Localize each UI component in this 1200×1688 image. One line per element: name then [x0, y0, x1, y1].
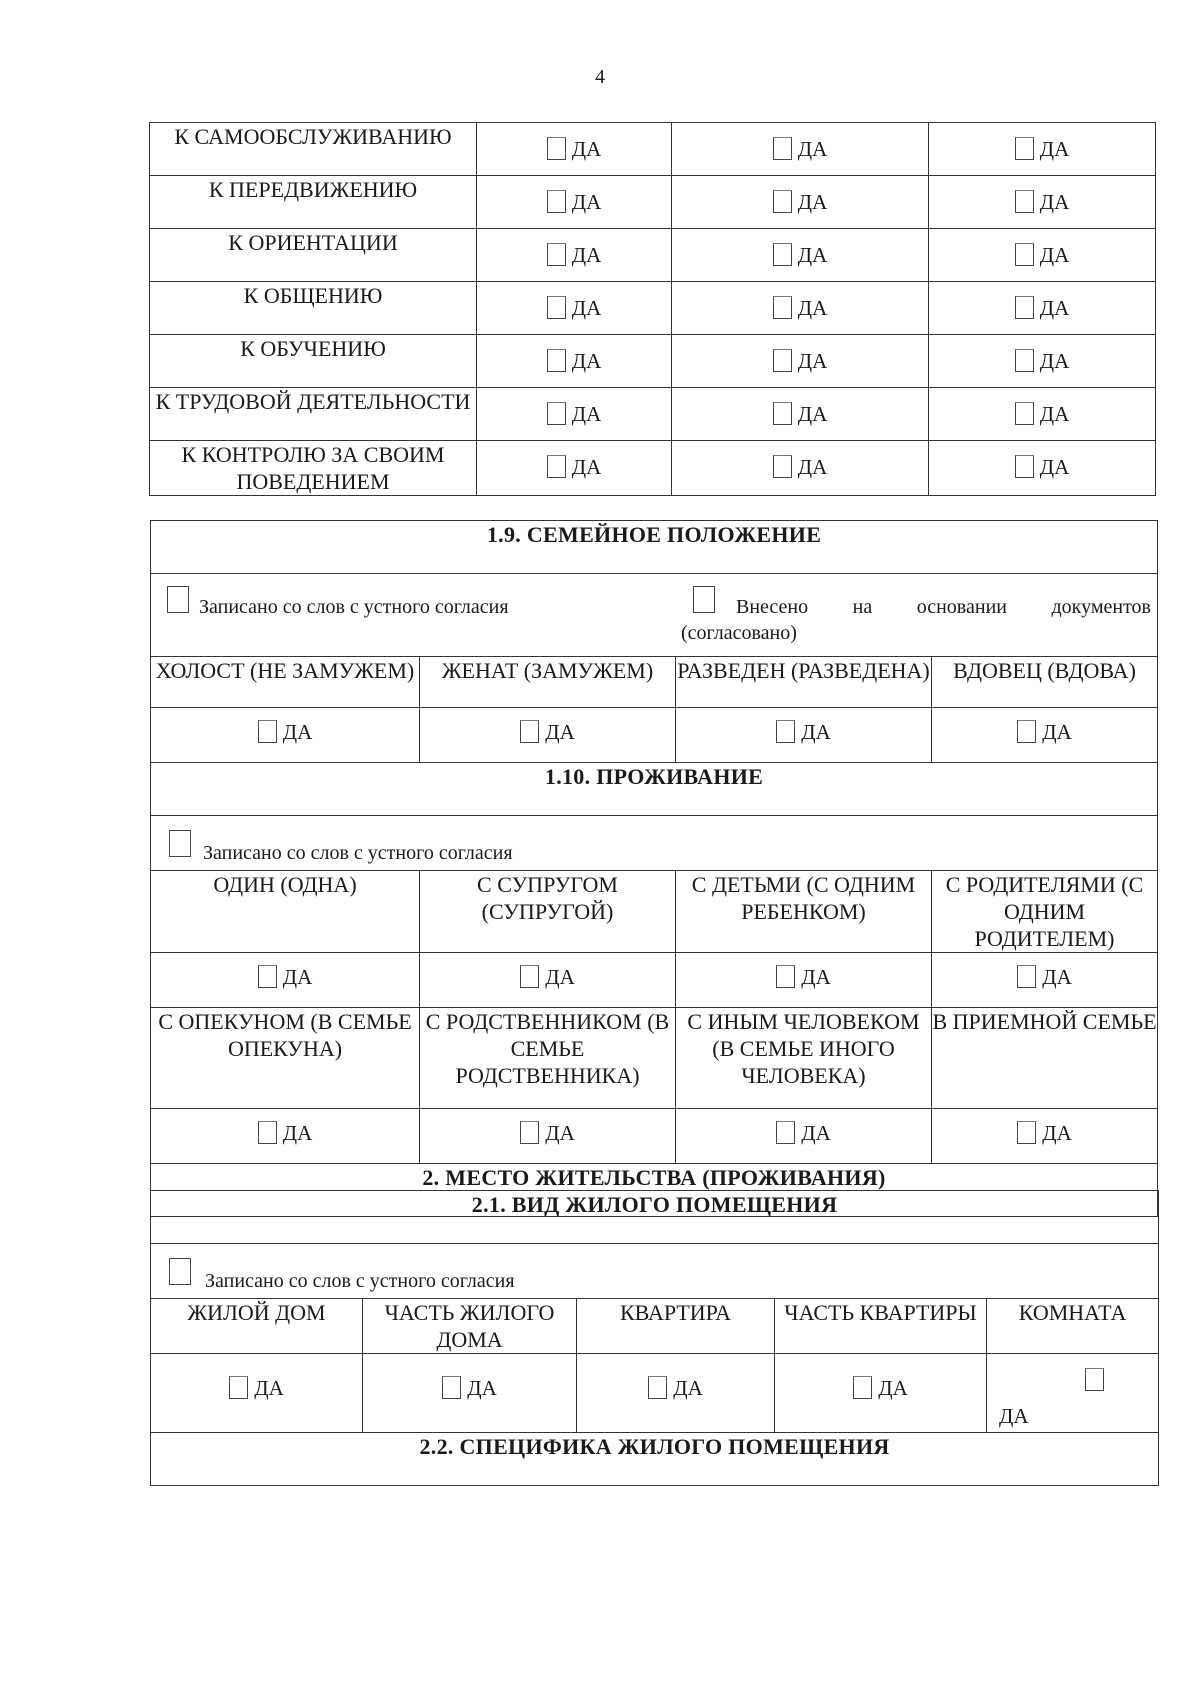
living-2-option-1-cell — [420, 1109, 676, 1164]
living-2-option-2-checkbox[interactable] — [776, 1121, 795, 1144]
section-living-title: 1.10. ПРОЖИВАНИЕ — [151, 763, 1158, 816]
ability-3-col-1-checkbox[interactable] — [773, 296, 792, 319]
ability-1-col-0-checkbox[interactable] — [547, 190, 566, 213]
ability-6-col-0-wrap — [477, 441, 671, 478]
ability-4-col-2-label: ДА — [1039, 349, 1070, 373]
family-option-3-cell — [932, 708, 1158, 763]
ability-label: К САМООБСЛУЖИВАНИЮ — [150, 123, 477, 176]
ability-3-col-1-cell — [672, 282, 929, 335]
page-number: 4 — [595, 66, 605, 88]
section-family-title: 1.9. СЕМЕЙНОЕ ПОЛОЖЕНИЕ — [151, 521, 1158, 574]
ability-4-col-0-label: ДА — [571, 349, 602, 373]
ability-0-col-0-label: ДА — [571, 137, 602, 161]
housing-option-label: КОМНАТА — [987, 1299, 1159, 1354]
ability-0-col-2-label: ДА — [1039, 137, 1070, 161]
ability-3-col-0-checkbox[interactable] — [547, 296, 566, 319]
ability-0-col-1-wrap — [672, 123, 928, 160]
ability-0-col-2-cell — [929, 123, 1156, 176]
living-option-label: ОДИН (ОДНА) — [151, 871, 420, 953]
living-1-option-2-label: ДА — [801, 965, 831, 989]
living-2-option-0-label: ДА — [282, 1121, 313, 1145]
living-1-option-2-wrap — [676, 953, 931, 988]
ability-5-col-2-label: ДА — [1039, 402, 1070, 426]
ability-3-col-1-wrap — [672, 282, 928, 319]
family-option-1-checkbox[interactable] — [520, 720, 539, 743]
ability-0-col-0-cell — [477, 123, 672, 176]
ability-2-col-2-wrap — [929, 229, 1155, 266]
ability-row — [150, 123, 1156, 176]
housing-option-label: КВАРТИРА — [577, 1299, 775, 1354]
living-2-option-1-wrap — [420, 1109, 675, 1144]
ability-label: К КОНТРОЛЮ ЗА СВОИМ ПОВЕДЕНИЕМ — [150, 441, 477, 496]
living-1-option-1-wrap — [420, 953, 675, 988]
ability-3-col-2-wrap — [929, 282, 1155, 319]
family-option-1-cell — [420, 708, 676, 763]
ability-5-col-1-checkbox[interactable] — [773, 402, 792, 425]
ability-5-col-2-cell — [929, 388, 1156, 441]
living-1-option-2-cell — [676, 953, 932, 1008]
housing-option-4-checkbox[interactable] — [1085, 1368, 1104, 1391]
ability-row — [150, 282, 1156, 335]
housing-option-3-cell — [775, 1354, 987, 1433]
recorded-verbally-checkbox[interactable] — [167, 586, 189, 613]
housing-option-2-checkbox[interactable] — [648, 1376, 667, 1399]
living-2-option-0-checkbox[interactable] — [258, 1121, 277, 1144]
ability-1-col-1-checkbox[interactable] — [773, 190, 792, 213]
ability-6-col-2-wrap — [929, 441, 1155, 478]
ability-6-col-0-label: ДА — [571, 455, 602, 479]
family-option-0-checkbox[interactable] — [258, 720, 277, 743]
housing-option-0-wrap — [151, 1354, 362, 1399]
family-option-0-cell — [151, 708, 420, 763]
ability-0-col-0-wrap — [477, 123, 671, 160]
ability-2-col-2-checkbox[interactable] — [1015, 243, 1034, 266]
living-2-option-3-label: ДА — [1042, 1121, 1072, 1145]
ability-1-col-2-checkbox[interactable] — [1015, 190, 1034, 213]
ability-4-col-0-wrap — [477, 335, 671, 372]
housing-option-label: ЖИЛОЙ ДОМ — [151, 1299, 363, 1354]
living-2-option-1-checkbox[interactable] — [520, 1121, 539, 1144]
housing-option-1-checkbox[interactable] — [442, 1376, 461, 1399]
living-1-option-0-label: ДА — [282, 965, 313, 989]
ability-6-col-2-cell — [929, 441, 1156, 496]
living-1-option-0-wrap — [151, 953, 419, 988]
ability-1-col-2-cell — [929, 176, 1156, 229]
living-2-option-3-checkbox[interactable] — [1017, 1121, 1036, 1144]
ability-2-col-0-cell — [477, 229, 672, 282]
living-2-option-2-label: ДА — [801, 1121, 831, 1145]
ability-4-col-1-cell — [672, 335, 929, 388]
ability-0-col-1-cell — [672, 123, 929, 176]
ability-row — [150, 441, 1156, 496]
family-option-1-wrap — [420, 708, 675, 743]
ability-2-col-0-wrap — [477, 229, 671, 266]
section-specifics-title: 2.2. СПЕЦИФИКА ЖИЛОГО ПОМЕЩЕНИЯ — [151, 1433, 1159, 1486]
living-option-label: С РОДСТВЕННИКОМ (В СЕМЬЕ РОДСТВЕННИКА) — [420, 1008, 676, 1109]
ability-6-col-2-checkbox[interactable] — [1015, 455, 1034, 478]
housing-option-1-cell — [363, 1354, 577, 1433]
living-option-label: С ИНЫМ ЧЕЛОВЕКОМ (В СЕМЬЕ ИНОГО ЧЕЛОВЕКА) — [676, 1008, 932, 1109]
living-2-option-2-cell — [676, 1109, 932, 1164]
ability-1-col-1-label: ДА — [797, 190, 828, 214]
ability-0-col-1-checkbox[interactable] — [773, 137, 792, 160]
ability-2-col-1-checkbox[interactable] — [773, 243, 792, 266]
family-option-3-wrap — [932, 708, 1157, 743]
ability-3-col-0-wrap — [477, 282, 671, 319]
family-option-3-label: ДА — [1042, 720, 1072, 744]
ability-label: К ОБУЧЕНИЮ — [150, 335, 477, 388]
ability-2-col-1-label: ДА — [797, 243, 828, 267]
ability-label: К ТРУДОВОЙ ДЕЯТЕЛЬНОСТИ — [150, 388, 477, 441]
ability-6-col-1-label: ДА — [797, 455, 828, 479]
housing-note-row — [151, 1244, 1159, 1299]
ability-6-col-1-cell — [672, 441, 929, 496]
living-1-option-1-checkbox[interactable] — [520, 965, 539, 988]
family-option-2-cell — [676, 708, 932, 763]
living-option-label: В ПРИЕМНОЙ СЕМЬЕ — [932, 1008, 1158, 1109]
family-option-2-wrap — [676, 708, 931, 743]
ability-1-col-0-label: ДА — [571, 190, 602, 214]
housing-recorded-verbally-checkbox[interactable] — [169, 1258, 191, 1285]
ability-0-col-0-checkbox[interactable] — [547, 137, 566, 160]
living-recorded-verbally-checkbox[interactable] — [169, 830, 191, 857]
housing-option-3-label: ДА — [878, 1376, 908, 1400]
ability-4-col-2-wrap — [929, 335, 1155, 372]
ability-2-col-1-cell — [672, 229, 929, 282]
ability-0-col-1-label: ДА — [797, 137, 828, 161]
ability-5-col-2-checkbox[interactable] — [1015, 402, 1034, 425]
living-1-option-1-cell — [420, 953, 676, 1008]
ability-4-col-1-checkbox[interactable] — [773, 349, 792, 372]
living-option-label: С РОДИТЕЛЯМИ (С ОДНИМ РОДИТЕЛЕМ) — [932, 871, 1158, 953]
family-option-label: ХОЛОСТ (НЕ ЗАМУЖЕМ) — [151, 657, 420, 708]
ability-label: К ОБЩЕНИЮ — [150, 282, 477, 335]
family-option-label: ВДОВЕЦ (ВДОВА) — [932, 657, 1158, 708]
family-option-1-label: ДА — [545, 720, 575, 744]
living-1-option-2-checkbox[interactable] — [776, 965, 795, 988]
ability-4-col-0-cell — [477, 335, 672, 388]
ability-6-col-2-label: ДА — [1039, 455, 1070, 479]
housing-option-0-checkbox[interactable] — [229, 1376, 248, 1399]
living-option-label: С ОПЕКУНОМ (В СЕМЬЕ ОПЕКУНА) — [151, 1008, 420, 1109]
housing-table — [150, 1190, 1159, 1486]
living-1-option-1-label: ДА — [545, 965, 575, 989]
ability-5-col-1-wrap — [672, 388, 928, 425]
family-option-3-checkbox[interactable] — [1017, 720, 1036, 743]
living-1-option-0-checkbox[interactable] — [258, 965, 277, 988]
ability-3-col-2-label: ДА — [1039, 296, 1070, 320]
family-note-row — [151, 574, 1158, 657]
ability-3-col-2-cell — [929, 282, 1156, 335]
section-housing-title: 2.1. ВИД ЖИЛОГО ПОМЕЩЕНИЯ — [151, 1191, 1159, 1244]
living-note-row — [151, 816, 1158, 871]
living-2-option-3-cell — [932, 1109, 1158, 1164]
ability-4-col-2-checkbox[interactable] — [1015, 349, 1034, 372]
ability-row — [150, 229, 1156, 282]
housing-option-2-cell — [577, 1354, 775, 1433]
abilities-table — [149, 122, 1156, 496]
ability-5-col-1-cell — [672, 388, 929, 441]
ability-2-col-0-checkbox[interactable] — [547, 243, 566, 266]
ability-1-col-0-wrap — [477, 176, 671, 213]
housing-option-2-label: ДА — [673, 1376, 703, 1400]
ability-6-col-1-checkbox[interactable] — [773, 455, 792, 478]
ability-5-col-0-wrap — [477, 388, 671, 425]
ability-4-col-2-cell — [929, 335, 1156, 388]
ability-2-col-0-label: ДА — [571, 243, 602, 267]
living-1-option-3-wrap — [932, 953, 1157, 988]
family-option-0-label: ДА — [282, 720, 313, 744]
ability-6-col-0-checkbox[interactable] — [547, 455, 566, 478]
housing-option-label: ЧАСТЬ КВАРТИРЫ — [775, 1299, 987, 1354]
section-residence-title: 2. МЕСТО ЖИТЕЛЬСТВА (ПРОЖИВАНИЯ) — [151, 1164, 1158, 1217]
ability-1-col-1-wrap — [672, 176, 928, 213]
ability-4-col-1-label: ДА — [797, 349, 828, 373]
family-option-label: ЖЕНАТ (ЗАМУЖЕМ) — [420, 657, 676, 708]
family-option-0-wrap — [151, 708, 419, 743]
family-option-label: РАЗВЕДЕН (РАЗВЕДЕНА) — [676, 657, 932, 708]
ability-0-col-2-checkbox[interactable] — [1015, 137, 1034, 160]
ability-5-col-2-wrap — [929, 388, 1155, 425]
family-option-2-checkbox[interactable] — [776, 720, 795, 743]
living-option-label: С ДЕТЬМИ (С ОДНИМ РЕБЕНКОМ) — [676, 871, 932, 953]
living-1-option-0-cell — [151, 953, 420, 1008]
ability-3-col-1-label: ДА — [797, 296, 828, 320]
ability-5-col-0-cell — [477, 388, 672, 441]
ability-1-col-1-cell — [672, 176, 929, 229]
living-option-label: С СУПРУГОМ (СУПРУГОЙ) — [420, 871, 676, 953]
living-1-option-3-label: ДА — [1042, 965, 1072, 989]
ability-5-col-0-checkbox[interactable] — [547, 402, 566, 425]
ability-0-col-2-wrap — [929, 123, 1155, 160]
ability-4-col-1-wrap — [672, 335, 928, 372]
housing-recorded-verbally-label: Записано со слов с устного согласия — [205, 1270, 515, 1292]
housing-option-0-cell — [151, 1354, 363, 1433]
housing-option-2-wrap — [577, 1354, 774, 1399]
housing-option-3-checkbox[interactable] — [853, 1376, 872, 1399]
ability-2-col-1-wrap — [672, 229, 928, 266]
ability-3-col-2-checkbox[interactable] — [1015, 296, 1034, 319]
living-2-option-2-wrap — [676, 1109, 931, 1144]
housing-option-0-label: ДА — [254, 1376, 284, 1400]
living-recorded-verbally-label: Записано со слов с устного согласия — [203, 842, 513, 864]
ability-4-col-0-checkbox[interactable] — [547, 349, 566, 372]
housing-option-4-label: ДА — [999, 1404, 1029, 1428]
family-option-2-label: ДА — [801, 720, 831, 744]
housing-option-label: ЧАСТЬ ЖИЛОГО ДОМА — [363, 1299, 577, 1354]
recorded-verbally-label: Записано со слов с устного согласия — [199, 596, 509, 618]
housing-option-4-cell — [987, 1354, 1159, 1433]
living-1-option-3-cell — [932, 953, 1158, 1008]
ability-5-col-0-label: ДА — [571, 402, 602, 426]
ability-1-col-0-cell — [477, 176, 672, 229]
housing-option-1-label: ДА — [467, 1376, 497, 1400]
ability-row — [150, 176, 1156, 229]
ability-3-col-0-label: ДА — [571, 296, 602, 320]
housing-option-3-wrap — [775, 1354, 986, 1399]
ability-2-col-2-cell — [929, 229, 1156, 282]
ability-label: К ПЕРЕДВИЖЕНИЮ — [150, 176, 477, 229]
living-2-option-1-label: ДА — [545, 1121, 575, 1145]
ability-2-col-2-label: ДА — [1039, 243, 1070, 267]
ability-label: К ОРИЕНТАЦИИ — [150, 229, 477, 282]
living-2-option-0-wrap — [151, 1109, 419, 1144]
ability-row — [150, 388, 1156, 441]
ability-6-col-1-wrap — [672, 441, 928, 478]
ability-5-col-1-label: ДА — [797, 402, 828, 426]
ability-6-col-0-cell — [477, 441, 672, 496]
ability-1-col-2-label: ДА — [1039, 190, 1070, 214]
ability-3-col-0-cell — [477, 282, 672, 335]
housing-option-1-wrap — [363, 1354, 576, 1399]
living-2-option-3-wrap — [932, 1109, 1157, 1144]
living-2-option-0-cell — [151, 1109, 420, 1164]
ability-1-col-2-wrap — [929, 176, 1155, 213]
ability-row — [150, 335, 1156, 388]
living-1-option-3-checkbox[interactable] — [1017, 965, 1036, 988]
family-living-table — [150, 520, 1158, 1217]
entered-from-documents-label: Внесено на основании документов (согласовано) — [681, 596, 1151, 644]
